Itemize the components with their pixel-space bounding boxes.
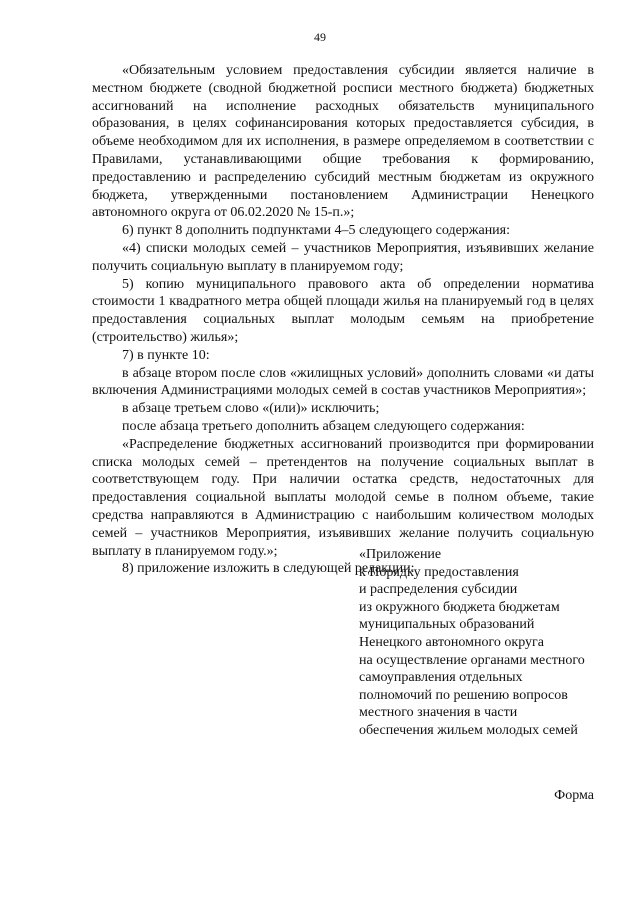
body-text xyxy=(92,62,594,578)
appendix-line: местного значения в части xyxy=(359,705,518,721)
appendix-header xyxy=(359,546,619,740)
appendix-line: и распределения субсидии xyxy=(359,582,518,598)
paragraph-distribution: «Распределение бюджетных ассигнований производится при формировании списка молодых семей – претендентов на получение социальных выплат в соответствующем году. При наличии остатка средств, недостаточных для предоставления социальной выплаты молодой семье в полном объеме, такие средства направляются в Администрацию с наибольшим количеством молодых семей – участников Мероприятия, изъявивших желание получить социальную выплату в планируемом году.»; xyxy=(92,436,594,559)
appendix-line: Ненецкого автономного округа xyxy=(359,634,544,650)
appendix-line: к Порядку предоставления xyxy=(359,564,519,580)
appendix-line: обеспечения жильем молодых семей xyxy=(359,722,578,738)
paragraph-second-abzac: в абзаце втором после слов «жилищных условий» дополнить словами «и даты включения Администрациями молодых семей в состав участников Мероприятия»; xyxy=(92,365,594,399)
appendix-line: муниципальных образований xyxy=(359,617,535,633)
paragraph-item-7: 7) в пункте 10: xyxy=(122,347,210,363)
appendix-line: на осуществление органами местного xyxy=(359,652,585,668)
paragraph-third-abzac: в абзаце третьем слово «(или)» исключить; xyxy=(122,401,380,417)
paragraph-add-abzac: после абзаца третьего дополнить абзацем следующего содержания: xyxy=(122,418,525,434)
paragraph-subitem-5: 5) копию муниципального правового акта об определении норматива стоимости 1 квадратного метра общей площади жилья на планируемый год в целях предоставления социальных выплат молодым семьям на приобретение (строительство) жилья»; xyxy=(92,276,594,345)
form-label: Форма xyxy=(554,788,594,803)
appendix-line: из окружного бюджета бюджетам xyxy=(359,599,560,615)
appendix-line: полномочий по решению вопросов xyxy=(359,687,568,703)
paragraph-item-6: 6) пункт 8 дополнить подпунктами 4–5 следующего содержания: xyxy=(122,223,511,239)
appendix-line: самоуправления отдельных xyxy=(359,670,523,686)
paragraph-subitem-4: «4) списки молодых семей – участников Мероприятия, изъявивших желание получить социальную выплату в планируемом году; xyxy=(92,240,594,274)
page-number: 49 xyxy=(314,30,326,44)
paragraph-subsidy-condition: «Обязательным условием предоставления субсидии является наличие в местном бюджете (сводной бюджетной росписи местного бюджета) бюджетных ассигнований на исполнение расходных обязательств муниципального образования, в целях софинансирования которых предоставляется субсидия, в объеме необходимом для их исполнения, в размере определяемом в соответствии с Правилами, устанавливающими общие требования к формированию, предоставлению и распределению субсидий местным бюджетам из окружного бюджета, утвержденными постановлением Администрации Ненецкого автономного округа от 06.02.2020 № 15-п.»; xyxy=(92,63,594,221)
appendix-line: «Приложение xyxy=(359,547,442,562)
paragraph-item-8: 8) приложение изложить в следующей редакции: xyxy=(122,561,415,577)
